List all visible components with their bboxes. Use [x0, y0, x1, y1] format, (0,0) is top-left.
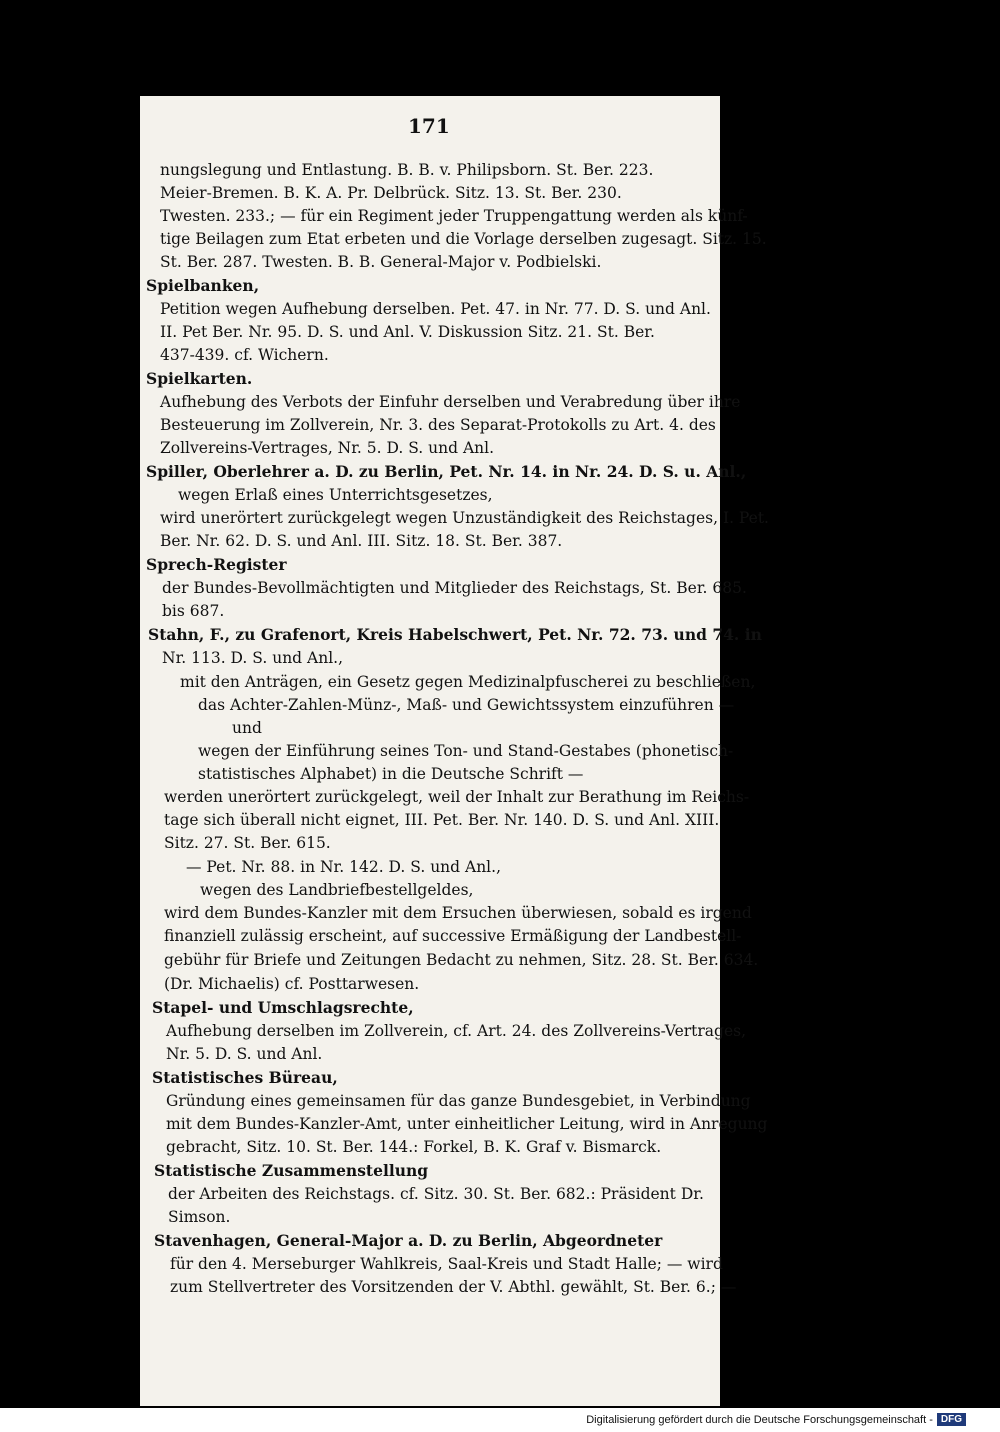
entry-heading: Statistisches Büreau,: [152, 1068, 338, 1087]
entry-heading: Spielbanken,: [146, 276, 260, 295]
text-line: und: [232, 719, 262, 737]
text-line: statistisches Alphabet) in die Deutsche Schrift —: [198, 765, 584, 783]
text-line: der Bundes-Bevollmächtigten und Mitglieder des Reichstags, St. Ber. 685.: [162, 579, 747, 597]
dfg-logo: DFG: [937, 1413, 966, 1426]
text-line: das Achter-Zahlen-Münz-, Maß- und Gewichtssystem einzuführen —: [198, 696, 735, 714]
entry-heading: Sprech-Register: [146, 555, 287, 574]
text-line: mit dem Bundes-Kanzler-Amt, unter einheitlicher Leitung, wird in Anregung: [166, 1115, 768, 1133]
text-line: Twesten. 233.; — für ein Regiment jeder Truppengattung werden als künf-: [160, 207, 748, 225]
text-line: Aufhebung derselben im Zollverein, cf. Art. 24. des Zollvereins-Vertrages,: [166, 1022, 747, 1040]
text-line: tige Beilagen zum Etat erbeten und die Vorlage derselben zugesagt. Sitz. 15.: [160, 230, 767, 248]
entry-heading: Spiller, Oberlehrer a. D. zu Berlin, Pet. Nr. 14. in Nr. 24. D. S. u. Anl.,: [146, 462, 747, 481]
text-line: wird unerörtert zurückgelegt wegen Unzuständigkeit des Reichstages, I. Pet.: [160, 509, 769, 527]
text-line: gebühr für Briefe und Zeitungen Bedacht zu nehmen, Sitz. 28. St. Ber. 634.: [164, 951, 759, 969]
text-line: wird dem Bundes-Kanzler mit dem Ersuchen überwiesen, sobald es irgend: [164, 904, 752, 922]
text-line: tage sich überall nicht eignet, III. Pet. Ber. Nr. 140. D. S. und Anl. XIII.: [164, 811, 720, 829]
text-line: Petition wegen Aufhebung derselben. Pet. 47. in Nr. 77. D. S. und Anl.: [160, 300, 711, 318]
text-line: werden unerörtert zurückgelegt, weil der Inhalt zur Berathung im Reichs-: [164, 788, 750, 806]
text-line: wegen des Landbriefbestellgeldes,: [200, 881, 474, 899]
text-line: gebracht, Sitz. 10. St. Ber. 144.: Forkel, B. K. Graf v. Bismarck.: [166, 1138, 662, 1156]
text-line: mit den Anträgen, ein Gesetz gegen Medizinalpfuscherei zu beschließen,: [180, 673, 756, 691]
text-line: Besteuerung im Zollverein, Nr. 3. des Separat-Protokolls zu Art. 4. des: [160, 416, 716, 434]
text-line: Sitz. 27. St. Ber. 615.: [164, 834, 331, 852]
entry-heading: Stapel- und Umschlagsrechte,: [152, 998, 414, 1017]
text-line: finanziell zulässig erscheint, auf successive Ermäßigung der Landbestell-: [164, 927, 742, 945]
page-number: 171: [408, 114, 450, 138]
entry-heading: Spielkarten.: [146, 369, 253, 388]
footer-text: Digitalisierung gefördert durch die Deutsche Forschungsgemeinschaft -: [586, 1413, 933, 1426]
text-line: 437-439. cf. Wichern.: [160, 346, 329, 364]
text-line: Zollvereins-Vertrages, Nr. 5. D. S. und Anl.: [160, 439, 495, 457]
text-line: wegen der Einführung seines Ton- und Stand-Gestabes (phonetisch-: [198, 742, 734, 760]
entry-heading: Stahn, F., zu Grafenort, Kreis Habelschwert, Pet. Nr. 72. 73. und 74. in: [148, 625, 762, 644]
text-line: Aufhebung des Verbots der Einfuhr derselben und Verabredung über ihre: [160, 393, 741, 411]
text-line: Simson.: [168, 1208, 231, 1226]
text-line: bis 687.: [162, 602, 225, 620]
text-line: wegen Erlaß eines Unterrichtsgesetzes,: [178, 486, 493, 504]
text-line: — Pet. Nr. 88. in Nr. 142. D. S. und Anl.,: [186, 858, 501, 876]
text-line: Ber. Nr. 62. D. S. und Anl. III. Sitz. 18. St. Ber. 387.: [160, 532, 563, 550]
text-line: Nr. 5. D. S. und Anl.: [166, 1045, 323, 1063]
text-line: der Arbeiten des Reichstags. cf. Sitz. 30. St. Ber. 682.: Präsident Dr.: [168, 1185, 704, 1203]
text-line: St. Ber. 287. Twesten. B. B. General-Major v. Podbielski.: [160, 253, 602, 271]
text-line: Nr. 113. D. S. und Anl.,: [162, 649, 344, 667]
text-line: nungslegung und Entlastung. B. B. v. Philipsborn. St. Ber. 223.: [160, 161, 654, 179]
text-line: zum Stellvertreter des Vorsitzenden der V. Abthl. gewählt, St. Ber. 6.; —: [170, 1278, 737, 1296]
entry-heading: Statistische Zusammenstellung: [154, 1161, 429, 1180]
text-line: Meier-Bremen. B. K. A. Pr. Delbrück. Sitz. 13. St. Ber. 230.: [160, 184, 622, 202]
text-line: Gründung eines gemeinsamen für das ganze Bundesgebiet, in Verbindung: [166, 1092, 751, 1110]
text-line: (Dr. Michaelis) cf. Posttarwesen.: [164, 975, 420, 993]
entry-heading: Stavenhagen, General-Major a. D. zu Berlin, Abgeordneter: [154, 1231, 663, 1250]
text-line: für den 4. Merseburger Wahlkreis, Saal-Kreis und Stadt Halle; — wird: [170, 1255, 723, 1273]
footer-credit: [586, 1413, 966, 1426]
text-line: II. Pet Ber. Nr. 95. D. S. und Anl. V. Diskussion Sitz. 21. St. Ber.: [160, 323, 655, 341]
